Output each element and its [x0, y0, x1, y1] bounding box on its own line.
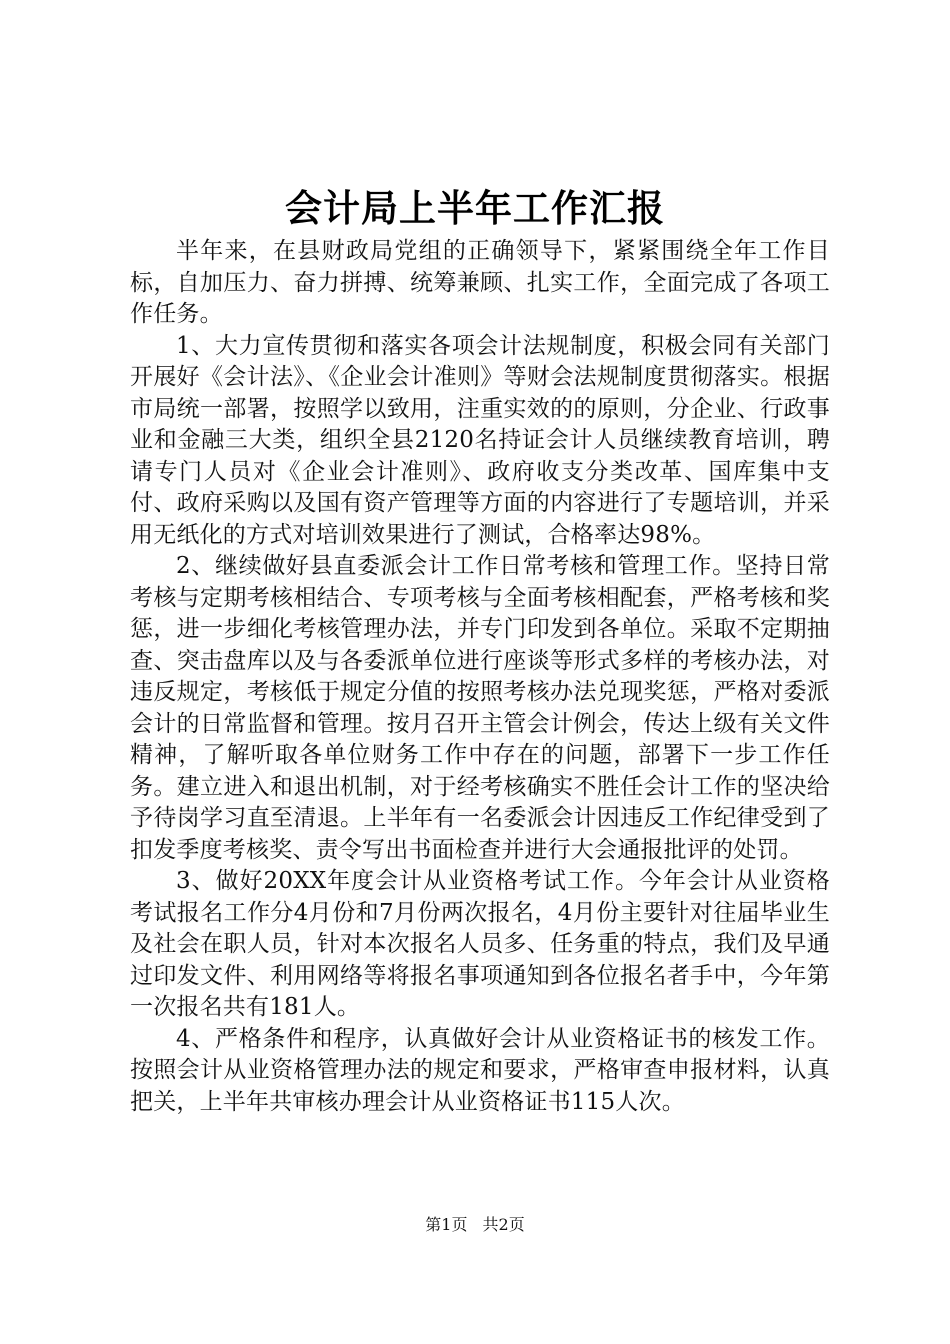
paragraph-item-3: 3、做好20XX年度会计从业资格考试工作。今年会计从业资格考试报名工作分4月份和7月份两次报名，4月份主要针对往届毕业生及社会在职人员，针对本次报名人员多、任务重的特点，我们及早通过印发文件、利用网络等将报名事项通知到各位报名者手中，今年第一次报名共有181人。: [130, 868, 830, 1020]
paragraph-intro: 半年来，在县财政局党组的正确领导下，紧紧围绕全年工作目标，自加压力、奋力拼搏、统筹兼顾、扎实工作，全面完成了各项工作任务。: [130, 238, 830, 327]
page-footer: [0, 1214, 950, 1236]
paragraph-item-1: 1、大力宣传贯彻和落实各项会计法规制度，积极会同有关部门开展好《会计法》、《企业会计准则》等财会法规制度贯彻落实。根据市局统一部署，按照学以致用，注重实效的的原则，分企业、行政事业和金融三大类，组织全县2120名持证会计人员继续教育培训，聘请专门人员对《企业会计准则》、政府收支分类改革、国库集中支付、政府采购以及国有资产管理等方面的内容进行了专题培训，并采用无纸化的方式对培训效果进行了测试，合格率达98%。: [130, 332, 830, 548]
page-number-current: 第1页: [425, 1215, 468, 1234]
page-number-total: 共2页: [482, 1215, 525, 1234]
paragraph-item-2: 2、继续做好县直委派会计工作日常考核和管理工作。坚持日常考核与定期考核相结合、专项考核与全面考核相配套，严格考核和奖惩，进一步细化考核管理办法，并专门印发到各单位。采取不定期抽查、突击盘库以及与各委派单位进行座谈等形式多样的考核办法，对违反规定，考核低于规定分值的按照考核办法兑现奖惩，严格对委派会计的日常监督和管理。按月召开主管会计例会，传达上级有关文件精神，了解听取各单位财务工作中存在的问题，部署下一步工作任务。建立进入和退出机制，对于经考核确实不胜任会计工作的坚决给予待岗学习直至清退。上半年有一名委派会计因违反工作纪律受到了扣发季度考核奖、责令写出书面检查并进行大会通报批评的处罚。: [130, 553, 830, 863]
document-body: [130, 236, 830, 1118]
document-title: 会计局上半年工作汇报: [285, 186, 665, 230]
paragraph-item-4: 4、严格条件和程序，认真做好会计从业资格证书的核发工作。按照会计从业资格管理办法的规定和要求，严格审查申报材料，认真把关，上半年共审核办理会计从业资格证书115人次。: [130, 1025, 830, 1115]
